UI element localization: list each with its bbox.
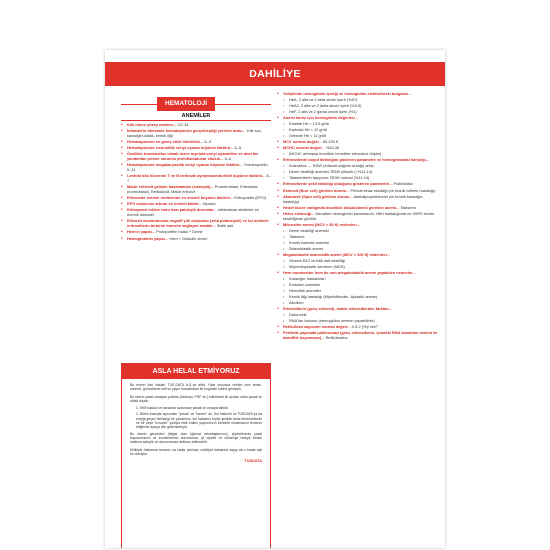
qa-item <box>121 174 271 184</box>
answer-text: Sialik asit <box>215 223 234 229</box>
answer-sub-item: • Hemolitik anemiler <box>277 289 439 294</box>
answer-sub-item: • Kemik iliği hastalığı (Miyelofibrozis -Aplastik anemi) <box>277 295 439 300</box>
question-text: Eritrositer serinin üretiminde en önemli büyüme faktörü... <box>127 195 234 201</box>
answer-text: Hem + Globulin zinciri <box>168 235 208 241</box>
copyright-numbered-item: 1. Telif hukuku ve kanunlar açısından yasak ve cezaya tabidir. <box>136 406 229 411</box>
question-text: MCV normal değeri... <box>283 139 322 145</box>
question-text: MCHC normal değeri... <box>283 145 325 151</box>
answer-text: 0.5-2 (%)/ mm³ <box>350 324 378 330</box>
qa-item <box>277 331 439 341</box>
copyright-paragraph: Bu eserin yasal olmayan yollarla (fotokopi, PDF vb.) edinilmesi iki açıdan daha yasak ve ahlak dışıdır. <box>130 394 262 403</box>
question-text: Retikülosit sayısının normal değeri... <box>283 324 351 330</box>
question-text: Mikrositer anemi (MCV < 80 fl) nedenleri... <box>283 221 361 227</box>
right-column <box>277 92 439 342</box>
question-text: İntrauterin dönemde hematopoezin gerçekleştiği yerlerin arası... <box>127 128 246 134</box>
question-text: EPO salınımını artıran en önemli faktör... <box>127 201 202 207</box>
qa-item <box>277 212 439 222</box>
copyright-paragraph: Mülkiyet haklarına tecavüz na kadar çirkinse; mülkiyet haklarına saygı da o kadar asil bir duruştur. <box>130 447 262 456</box>
answer-sub-item: • Endokrin anemiler <box>277 283 439 288</box>
question-text: Heinz cisimciği... <box>283 210 315 216</box>
section-title: HEMATOLOJİ <box>157 97 215 111</box>
question-text: Anemi tanısı için hemoglobin değerleri... <box>283 115 358 121</box>
answer-text: IL-7 <box>127 173 271 184</box>
left-column <box>121 97 271 243</box>
qa-item <box>277 253 439 258</box>
left-qa-list <box>121 123 271 241</box>
question-text: Eritrositlerin (genç eritrosit), matür eritrositlerden farkları... <box>283 306 392 312</box>
answer-sub-item: • RNA'ları bulunur (hemoglobin sentezi yapabilirler) <box>277 319 439 324</box>
qa-item <box>121 129 271 139</box>
answer-sub-item: • HbA, 2 alfa ve 2 beta zinciri içerir (%97) <box>277 98 439 103</box>
answer-text: IL-5 <box>233 145 242 151</box>
question-text: Hematopoezde eozinofilik seriyi uyaran büyüme faktörü... <box>127 145 234 151</box>
copyright-numbered-item: 2. Bütün inançlar açısından "yasak" ve "haram" dır. Kul hakkıdır ve TUSDATA ya da emeği geçen herhangi bir yazarımız, kul haklarını hiçbir şekilde helal etmemektedir ve bir çeşit "hırsızlık" yoluyla elde edilen yayınımızın bereketi olmamasını temenni ettiğimizi açıkça dile getirmekteyiz. <box>136 412 262 430</box>
answer-text: CD 34 <box>176 122 189 127</box>
book-page <box>105 50 445 548</box>
question-text: Eritrositlerde şekil farklılığı olduğunu gösteren parametre... <box>283 181 393 187</box>
answer-text: %34-36 <box>324 145 340 151</box>
answer-text: IL-6 <box>223 156 232 162</box>
answer-sub-item: • Alkolizm <box>277 301 439 306</box>
copyright-title: ASLA HELAL ETMİYORUZ <box>122 364 270 379</box>
brand-name: TUSDATA <box>244 459 262 464</box>
question-text: Yetişkinde hemoglobin içeriği ve hemoglobin elektroforezi bulguları... <box>283 91 412 96</box>
answer-sub-item: • HbA2, 2 alfa ve 2 delta zinciri içerir (%3.5) <box>277 104 439 109</box>
question-text: Ekinosit (Burr cell) görülen durum... <box>283 187 350 193</box>
qa-item <box>121 219 271 229</box>
answer-sub-item: • Karaciğer hastalıkları <box>277 277 439 282</box>
answer-sub-item: • Gebede Hb < 11 gr/dl <box>277 134 439 139</box>
qa-item <box>277 195 439 205</box>
question-text: Hematopoezde en geniş etkili interlökin... <box>127 139 204 145</box>
qa-item <box>121 163 271 173</box>
copyright-body <box>122 379 270 463</box>
answer-text: Pirüvat kinaz eksikliği (ve kronik böbrek hastalığı) <box>349 187 436 193</box>
qa-item <box>121 208 271 218</box>
answer-sub-item: • Demir eksikliği anemisi: RDW yüksek (>%11-14) <box>277 170 439 175</box>
answer-sub-item: • (MCHC artmışsa öncelikle herediter sferositoz düşün) <box>277 152 439 157</box>
qa-item <box>121 185 271 195</box>
copyright-box <box>121 363 271 548</box>
question-text: Eritrosit membranında negatif yük oluşturan (zeta potansiyeli) ve bu nedenle eritrositlerin birbirini itmesini sağlayan madde... <box>127 218 269 229</box>
question-text: Periferik yaymada polikromazi (genç eritrositlerin, içindeki RNA kalıntıları nedeni ile bazofilik boyanması)... <box>283 330 438 341</box>
question-text: Megaloblastik makrositik anemi (MCV > 100 fl) nedenleri... <box>283 251 390 257</box>
question-text: Hem'in yapısı... <box>127 229 156 235</box>
answer-text: Yolk sac, karaciğer-dalak, kemik iliği <box>127 128 262 138</box>
question-text: Özellikle trombositoz olmak üzere myeloid seriyi uyarabilen ve akut faz yanıtından primer sorumlu proinflamatuvar sitokin... <box>127 151 259 162</box>
copyright-paragraph: Bu eserin gerçekleri (bilgisi olan öğrenci arkadaşlarımız), şüphelenmiş yasal bayourmasını ve incelenmeniz durumunda, iyi niyetle ve cömertçe hediye etmek hakkına sahiptir ve durumunuza dekilanı edilecektir. <box>130 431 262 445</box>
answer-sub-item: • Anizositoz → RDW (eritrosit dağılım aralığı) artışı <box>277 164 439 169</box>
answer-sub-item: • Talasemilerin taşıyıcısı: RDW normal (%11-14) <box>277 176 439 181</box>
question-text: Eritropoezi inhibe eden bazı patolojik durumlar... <box>127 207 217 213</box>
question-text: Matür eritrosit gelişim basamakları (sırasıyla)... <box>127 184 214 190</box>
answer-sub-item: • Kronik hastalık anemisi <box>277 241 439 246</box>
answer-text: Hipoksi <box>201 201 216 207</box>
question-text: Lenfoid kök hücrenin T ve B lenfosite aynşmasında etkili büyüme faktörü... <box>127 173 266 179</box>
answer-text: Trombopoetin, IL-11 <box>127 162 269 173</box>
answer-text: Eritropoetin (EPO) <box>233 195 267 201</box>
answer-text: Poikilositoz <box>392 181 413 187</box>
qa-item <box>121 237 271 242</box>
question-text: Hedef hücre varlığında öncelikle düşünülmesi gereken anemi... <box>283 204 400 210</box>
copyright-paragraph: Bu eserin tüm hakları TUS-DATA A.Ş.'ye aittir. Yıllar boyunca verilen nice emek, zahmet, güncelleme talif ve yayın harcamaları ile bugünkü haline gelmiştir. <box>130 383 262 392</box>
subsection-rule <box>121 120 271 121</box>
question-text: Hematopoezde megakaryositik seriyi uyaran büyüme faktörü... <box>127 162 243 168</box>
answer-sub-item: • Vitamin B12 ve folik asit eksikliği <box>277 259 439 264</box>
answer-text: 80-100 fl <box>321 139 338 145</box>
question-text: Eritrositlerde boyut farklılığını gösteren parametre ve hemogramdaki karşılığı... <box>283 157 429 163</box>
section-header <box>121 97 271 111</box>
answer-text: Abetalipoproteinemi (ve kronik karaciğer hastalığı) <box>283 193 423 204</box>
chapter-banner: DAHİLİYE <box>105 62 445 86</box>
answer-sub-item: • Demir eksikliği anemisi <box>277 229 439 234</box>
answer-text: Denatüre hemoglobin kalıntılarıdır. HbH hastalığında ve G6PD enzim eksikliğinde görülür. <box>283 210 435 221</box>
answer-text: IL-3 <box>203 139 212 145</box>
answer-sub-item: • HbF, 2 alfa ve 2 gama zinciri içerir (%1) <box>277 110 439 115</box>
answer-sub-item: • Kadında Hb < 12 gr/dl <box>277 128 439 133</box>
qa-item <box>121 152 271 162</box>
qa-item <box>277 223 439 228</box>
answer-sub-item: • Miyelodisplastik sendrom (MDS) <box>277 265 439 270</box>
answer-sub-item: • Talasemi <box>277 235 439 240</box>
right-qa-list <box>277 92 439 341</box>
answer-text: Proeritroblast, Eritroblast (normoblast), Retikülosit, Matür eritrosit <box>127 184 258 195</box>
answer-sub-item: • Erkekte Hb < 13.5 gr/dl <box>277 122 439 127</box>
question-text: Hem nonmositer hem de non-megaloblastik anemi yapabilen nedenler... <box>283 269 416 275</box>
answer-sub-item: • Daha iridir <box>277 313 439 318</box>
question-text: Akantosit (Spur cell) görülen durum... <box>283 193 353 199</box>
question-text: Kök hücre yüzey markerı... <box>127 122 177 127</box>
answer-text: Talasemi <box>399 204 416 210</box>
answer-text: İnflamatuar sitokinler ve üremik toksinler <box>127 207 259 218</box>
answer-text: Protoporfirin halka + Demir <box>155 229 203 235</box>
answer-text: Retikülositoz <box>324 335 348 341</box>
subsection-title: ANEMİLER <box>181 113 211 119</box>
answer-sub-item: • Sideroblastik anemi <box>277 247 439 252</box>
question-text: Hemoglobinin yapısı... <box>127 235 169 241</box>
